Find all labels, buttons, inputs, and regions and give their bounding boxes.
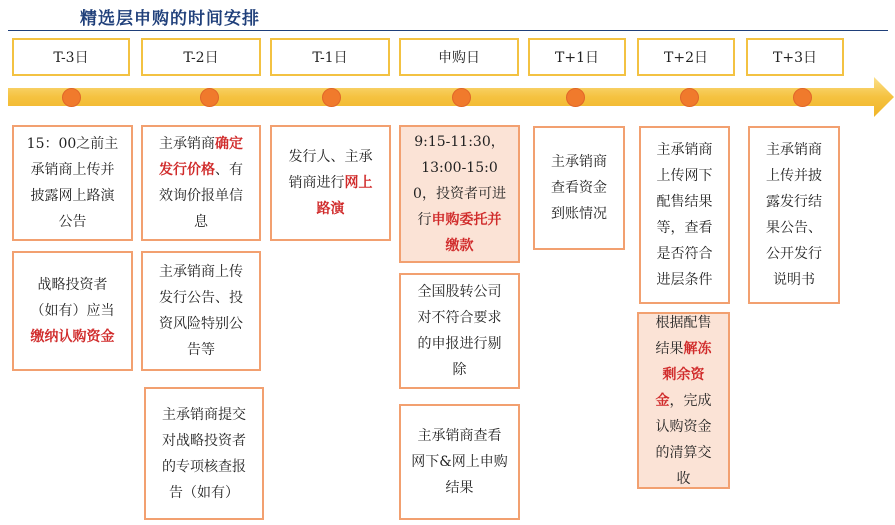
card-emphasis: 申购委托并缴款 [431,212,502,254]
diagram-title: 精选层申购的时间安排 [80,9,260,29]
card-tp2-allocation-results [639,126,730,304]
card-t3-strategic-payment [12,251,133,371]
card-text: 根据配售结果 [655,314,712,357]
card-t1-online-roadshow [270,125,391,241]
timeline-dot-t-minus-3 [62,88,81,107]
card-text: 主承销商查看网下&网上申购结果 [411,428,508,496]
card-t2-price-setting [141,125,261,241]
card-text: 9:15-11:30，13:00-15:00，投资者可进行 [413,134,506,228]
card-emphasis: 确定发行价格 [159,136,243,178]
card-text: 主承销商上传网下配售结果等，查看是否符合进层条件 [656,142,713,288]
day-t-minus-2: T-2日 [141,38,261,76]
card-text: 主承销商提交对战略投资者的专项核查报告（如有） [162,406,246,501]
card-text: ，完成认购资金的清算交收 [655,392,712,487]
card-tp1-fund-arrival [533,126,625,250]
card-tp3-results-announcement [748,126,840,304]
timeline-dot-t-plus-2 [680,88,699,107]
day-t-plus-2: T+2日 [637,38,735,76]
day-t-minus-3: T-3日 [12,38,130,76]
timeline-dot-t-minus-2 [200,88,219,107]
timeline-dot-t-plus-1 [566,88,585,107]
card-subscription-order [399,125,520,263]
timeline-dot-subscription [452,88,471,107]
card-t3-roadshow-notice [12,125,133,241]
timeline-dot-t-plus-3 [793,88,812,107]
card-text: 主承销商上传并披露发行结果公告、公开发行说明书 [766,142,822,288]
card-text: 15：00之前主承销商上传并披露网上路演公告 [26,136,119,230]
card-text: 发行人、主承销商进行 [288,149,373,191]
card-t2-verification-report [144,387,264,520]
timeline-dot-t-minus-1 [322,88,341,107]
day-subscription: 申购日 [399,38,519,76]
day-t-plus-1: T+1日 [528,38,626,76]
card-emphasis: 网上路演 [316,175,373,217]
card-text: 主承销商上传发行公告、投资风险特别公告等 [159,264,243,358]
timeline-arrow [8,76,894,118]
card-text: 主承销商 [159,136,215,152]
card-text: 、有效询价报单信息 [159,162,243,230]
card-t2-issue-announcement [141,251,261,371]
card-text: 全国股转公司对不符合要求的申报进行剔除 [417,284,502,378]
card-subscription-results [399,404,520,520]
card-subscription-screening [399,273,520,389]
day-t-plus-3: T+3日 [746,38,844,76]
card-tp2-fund-settlement [637,312,730,489]
title-underline [8,30,888,31]
card-text: 战略投资者（如有）应当 [30,277,115,319]
day-t-minus-1: T-1日 [270,38,390,76]
card-text: 主承销商查看资金到账情况 [551,154,607,222]
card-emphasis: 缴纳认购资金 [30,329,115,345]
card-emphasis: 解冻剩余资金 [655,340,712,409]
